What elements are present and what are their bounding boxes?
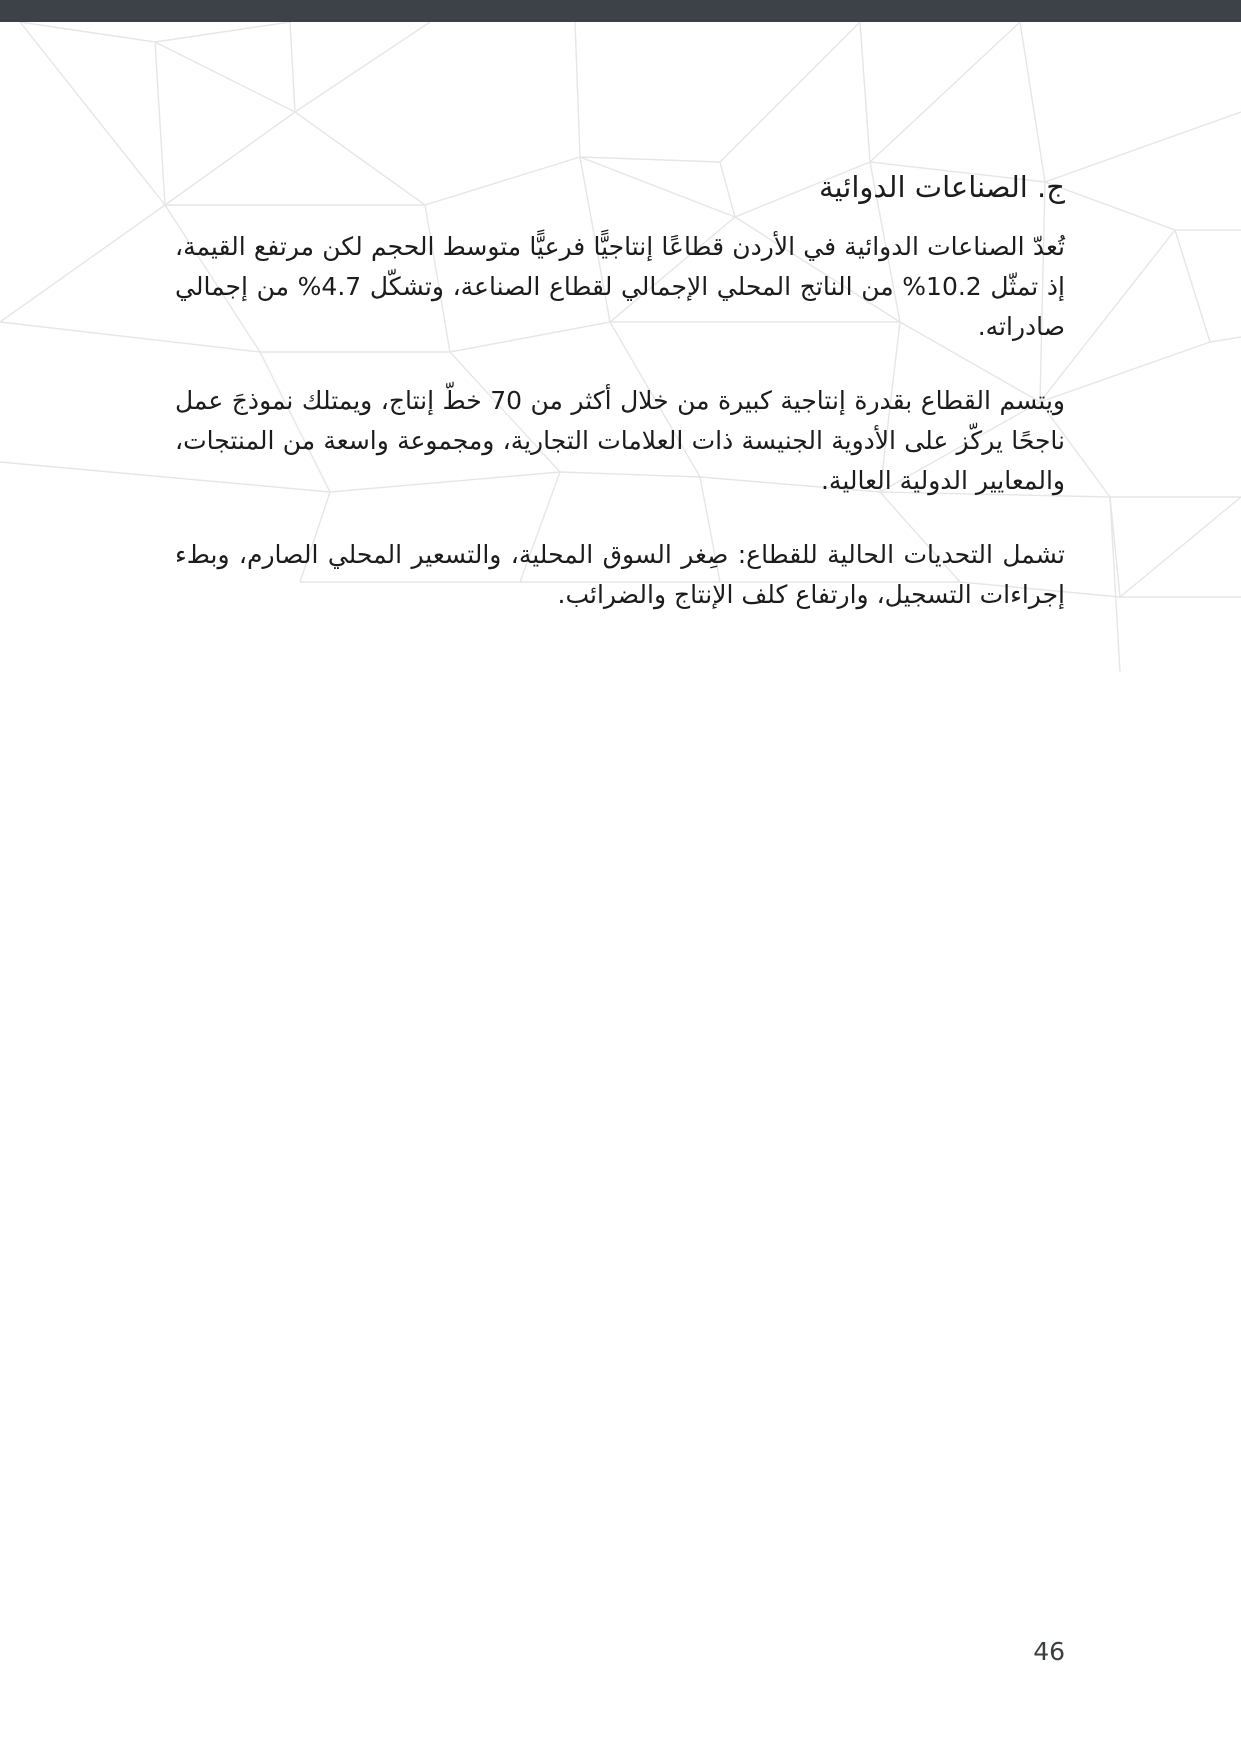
- paragraph-capacity: ويتسم القطاع بقدرة إنتاجية كبيرة من خلال أكثر من 70 خطّ إنتاج، ويمتلك نموذجَ عمل ناجحًا يركّز على الأدوية الجنيسة ذات العلامات التجارية، ومجموعة واسعة من المنتجات، والمعايير الدولية العالية.: [175, 386, 1065, 495]
- page-number: 46: [1033, 1637, 1065, 1666]
- paragraph-challenges: تشمل التحديات الحالية للقطاع: صِغر السوق المحلية، والتسعير المحلي الصارم، وبطء إجراءات التسجيل، وارتفاع كلف الإنتاج والضرائب.: [175, 540, 1065, 609]
- document-body: [175, 165, 1065, 649]
- paragraph-overview: تُعدّ الصناعات الدوائية في الأردن قطاعًا إنتاجيًّا فرعيًّا متوسط الحجم لكن مرتفع القيمة، إذ تمثّل 10.2% من الناتج المحلي الإجمالي لقطاع الصناعة، وتشكّل 4.7% من إجمالي صادراته.: [175, 232, 1065, 341]
- section-heading: ج. الصناعات الدوائية: [819, 170, 1065, 204]
- top-bar: [0, 0, 1241, 22]
